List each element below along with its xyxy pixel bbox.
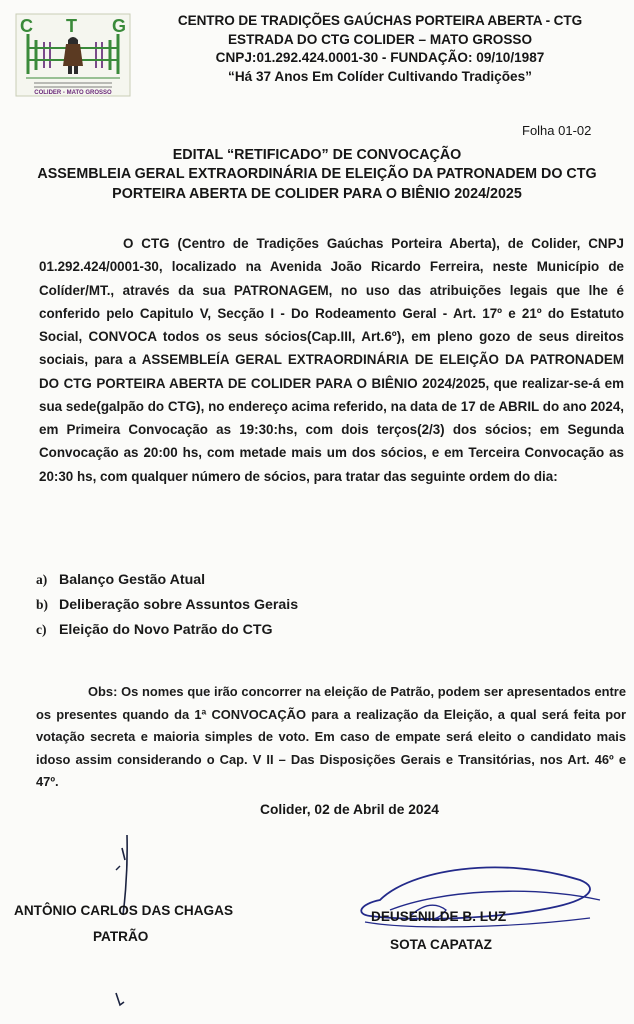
svg-text:COLIDER - MATO GROSSO: COLIDER - MATO GROSSO [34,90,112,96]
svg-text:G: G [112,16,127,36]
svg-text:C: C [20,16,33,36]
agenda-item-label: c) [36,622,47,637]
agenda-list [36,567,596,642]
header-address: ESTRADA DO CTG COLIDER – MATO GROSSO [227,32,533,47]
list-item [36,567,596,592]
agenda-item-text: Balanço Gestão Atual [58,572,206,588]
signature-mark-right [350,860,630,940]
agenda-item-text: Deliberação sobre Assuntos Gerais [58,597,299,613]
signatory-name-sota-capataz: DEUSENILDE B. LUZ [371,909,507,924]
document-title: EDITAL “RETIFICADO” DE CONVOCAÇÃO [172,147,462,163]
header-cnpj-foundation: CNPJ:01.292.424.0001-30 - FUNDAÇÃO: 09/10/1987 [215,50,545,65]
ctg-logo-graphic [14,12,132,98]
agenda-item-label: b) [36,597,49,612]
agenda-item-label: a) [36,572,48,587]
convocation-paragraph: O CTG (Centro de Tradições Gaúchas Porteira Aberta), de Colider, CNPJ 01.292.424/0001-30, localizado na Avenida João Ricardo Ferreira, neste Município de Colíder/MT., através da sua PATRONAGEM, no uso das atribuições legais que lhe é conferido pelo Capitulo V, Secção I - Do Rodeamento Geral - Art. 17º e 21º do Estatuto Social, CONVOCA todos os seus sócios(Cap.III, Art.6º), em pleno gozo de seus direitos sociais, para a ASSEMBLEÍA GERAL EXTRAORDINÁRIA DE ELEIÇÃO DA PATRONADEM DO CTG PORTEIRA ABERTA DE COLIDER PARA O BIÊNIO 2024/2025, que realizar-se-á em sua sede(galpão do CTG), no endereço acima referido, na data de 17 de ABRIL do ano 2024, em Primeira Convocação as 19:30:hs, com dois terços(2/3) dos sócios; em Segunda Convocação as 20:00 hs, com metade mais um dos sócios, e em Terceira Convocação as 20:30 hs, com qualquer número de sócios, para tratar das seguinte ordem do dia: [39,236,624,484]
signatory-role-sota-capataz: SOTA CAPATAZ [390,937,492,952]
agenda-item-text: Eleição do Novo Patrão do CTG [58,622,273,638]
observation-paragraph: Obs: Os nomes que irão concorrer na eleição de Patrão, podem ser apresentados entre os presentes quando da 1ª CONVOCAÇÃO para a realização da Eleição, a qual será feita por votação secreta e maioria simples de voto. Em caso de empate será eleito o candidato mais idoso assim considerando o Cap. V II – Das Disposições Gerais e Transitórias, nos Art. 46º e 47º. [36,684,626,790]
ctg-logo [14,12,132,98]
page-number: Folha 01-02 [522,123,592,138]
svg-text:T: T [66,16,77,36]
document-subtitle-2: PORTEIRA ABERTA DE COLIDER PARA O BIÊNIO 2024/2025 [112,186,522,202]
signatory-role-patrao: PATRÃO [93,929,149,944]
header-org-name: CENTRO DE TRADIÇÕES GAÚCHAS PORTEIRA ABERTA - CTG [177,13,583,28]
place-and-date: Colider, 02 de Abril de 2024 [260,802,439,817]
signature-mark-left [100,790,220,950]
list-item [36,617,596,642]
header-slogan: “Há 37 Anos Em Colíder Cultivando Tradições” [228,69,532,84]
signature-tick-bottom [110,985,140,1015]
signatory-name-patrao: ANTÔNIO CARLOS DAS CHAGAS [14,903,234,918]
document-subtitle-1: ASSEMBLEIA GERAL EXTRAORDINÁRIA DE ELEIÇÃO DA PATRONADEM DO CTG [37,166,597,182]
list-item [36,592,596,617]
